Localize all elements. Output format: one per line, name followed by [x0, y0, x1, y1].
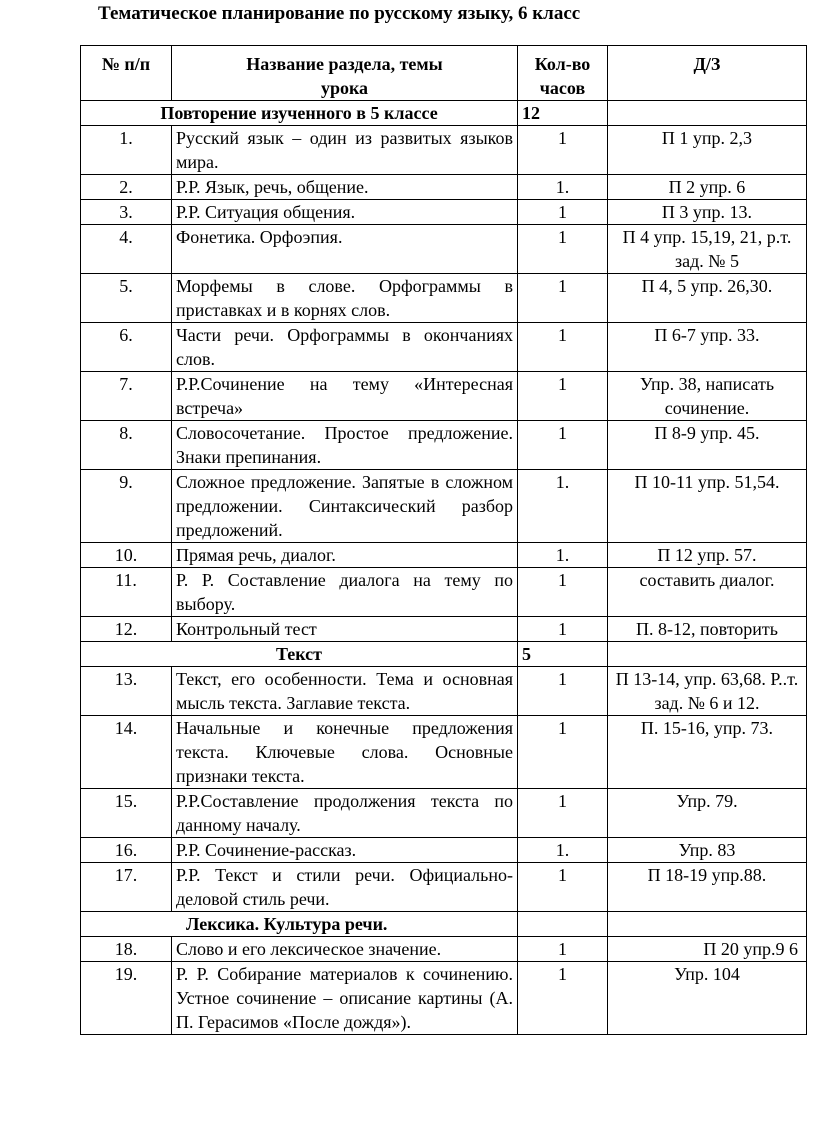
lesson-topic: Русский язык – один из развитых языков мира.: [172, 126, 518, 175]
table-row: [81, 716, 807, 789]
lesson-hours: 1: [518, 568, 608, 617]
lesson-topic: Р.Р. Сочинение-рассказ.: [172, 838, 518, 863]
table-row: [81, 421, 807, 470]
lesson-number: 16.: [81, 838, 172, 863]
lesson-hours: 1.: [518, 838, 608, 863]
lesson-number: 7.: [81, 372, 172, 421]
section-row: [81, 642, 807, 667]
lesson-hours: 1: [518, 372, 608, 421]
lesson-hours: 1: [518, 126, 608, 175]
table-row: [81, 323, 807, 372]
lesson-homework: П. 8-12, повторить: [608, 617, 807, 642]
planning-table: [80, 45, 807, 1035]
lesson-hours: 1: [518, 421, 608, 470]
lesson-homework: Упр. 104: [608, 962, 807, 1035]
lesson-topic: Р.Р. Ситуация общения.: [172, 200, 518, 225]
lesson-number: 5.: [81, 274, 172, 323]
lesson-topic: Начальные и конечные предложения текста. Ключевые слова. Основные признаки текста.: [172, 716, 518, 789]
table-row: [81, 470, 807, 543]
lesson-hours: 1: [518, 789, 608, 838]
lesson-hours: 1: [518, 274, 608, 323]
section-title: Повторение изученного в 5 классе: [81, 101, 518, 126]
col-header-hours: Кол-во часов: [518, 46, 608, 101]
lesson-number: 4.: [81, 225, 172, 274]
lesson-topic: Контрольный тест: [172, 617, 518, 642]
lesson-hours: 1: [518, 962, 608, 1035]
lesson-hours: 1: [518, 716, 608, 789]
lesson-hours: 1: [518, 225, 608, 274]
page-title: Тематическое планирование по русскому языку, 6 класс: [98, 3, 581, 24]
lesson-homework: составить диалог.: [608, 568, 807, 617]
table-row: [81, 543, 807, 568]
table-row: [81, 962, 807, 1035]
lesson-homework: П 13-14, упр. 63,68. Р..т. зад. № 6 и 12.: [608, 667, 807, 716]
table-row: [81, 863, 807, 912]
lesson-hours: 1.: [518, 470, 608, 543]
lesson-homework: П 20 упр.9 6: [608, 937, 807, 962]
lesson-hours: 1.: [518, 175, 608, 200]
section-homework-empty: [608, 912, 807, 937]
lesson-number: 17.: [81, 863, 172, 912]
lesson-homework: П. 15-16, упр. 73.: [608, 716, 807, 789]
lesson-number: 19.: [81, 962, 172, 1035]
lesson-hours: 1.: [518, 543, 608, 568]
lesson-topic: Р. Р. Собирание материалов к сочинению. Устное сочинение – описание картины (А. П. Герасимов «После дождя»).: [172, 962, 518, 1035]
table-row: [81, 838, 807, 863]
lesson-homework: П 3 упр. 13.: [608, 200, 807, 225]
lesson-homework: П 4, 5 упр. 26,30.: [608, 274, 807, 323]
lesson-number: 9.: [81, 470, 172, 543]
lesson-number: 3.: [81, 200, 172, 225]
lesson-number: 11.: [81, 568, 172, 617]
lesson-homework: П 18-19 упр.88.: [608, 863, 807, 912]
lesson-topic: Р.Р.Составление продолжения текста по данному началу.: [172, 789, 518, 838]
lesson-hours: 1: [518, 200, 608, 225]
lesson-number: 14.: [81, 716, 172, 789]
lesson-homework: П 1 упр. 2,3: [608, 126, 807, 175]
section-title: Лексика. Культура речи.: [81, 912, 518, 937]
lesson-topic: Части речи. Орфограммы в окончаниях слов.: [172, 323, 518, 372]
table-row: [81, 937, 807, 962]
lesson-homework: П 10-11 упр. 51,54.: [608, 470, 807, 543]
table-row: [81, 372, 807, 421]
lesson-homework: Упр. 83: [608, 838, 807, 863]
lesson-topic: Прямая речь, диалог.: [172, 543, 518, 568]
lesson-homework: П 12 упр. 57.: [608, 543, 807, 568]
lesson-homework: П 4 упр. 15,19, 21, р.т. зад. № 5: [608, 225, 807, 274]
lesson-topic: Морфемы в слове. Орфограммы в приставках и в корнях слов.: [172, 274, 518, 323]
table-header-row: [81, 46, 807, 101]
table-row: [81, 126, 807, 175]
table-row: [81, 789, 807, 838]
lesson-hours: 1: [518, 617, 608, 642]
lesson-hours: 1: [518, 667, 608, 716]
lesson-topic: Текст, его особенности. Тема и основная мысль текста. Заглавие текста.: [172, 667, 518, 716]
table-row: [81, 667, 807, 716]
table-row: [81, 617, 807, 642]
section-row: [81, 101, 807, 126]
table-row: [81, 225, 807, 274]
lesson-topic: Сложное предложение. Запятые в сложном предложении. Синтаксический разбор предложений.: [172, 470, 518, 543]
lesson-topic: Р. Р. Составление диалога на тему по выбору.: [172, 568, 518, 617]
lesson-number: 6.: [81, 323, 172, 372]
section-homework-empty: [608, 101, 807, 126]
table-row: [81, 200, 807, 225]
lesson-homework: П 6-7 упр. 33.: [608, 323, 807, 372]
col-header-homework: Д/З: [608, 46, 807, 101]
col-header-topic: Название раздела, темы урока: [172, 46, 518, 101]
lesson-topic: Слово и его лексическое значение.: [172, 937, 518, 962]
lesson-hours: 1: [518, 863, 608, 912]
table-body: [81, 101, 807, 1035]
table-row: [81, 568, 807, 617]
section-hours: 5: [518, 642, 608, 667]
section-hours: [518, 912, 608, 937]
col-header-num: № п/п: [81, 46, 172, 101]
table-row: [81, 175, 807, 200]
lesson-number: 1.: [81, 126, 172, 175]
lesson-number: 18.: [81, 937, 172, 962]
section-hours: 12: [518, 101, 608, 126]
lesson-number: 8.: [81, 421, 172, 470]
lesson-topic: Р.Р. Текст и стили речи. Официально-деловой стиль речи.: [172, 863, 518, 912]
lesson-homework: П 2 упр. 6: [608, 175, 807, 200]
lesson-topic: Р.Р. Язык, речь, общение.: [172, 175, 518, 200]
section-title: Текст: [81, 642, 518, 667]
lesson-topic: Р.Р.Сочинение на тему «Интересная встреча»: [172, 372, 518, 421]
lesson-hours: 1: [518, 937, 608, 962]
lesson-number: 15.: [81, 789, 172, 838]
lesson-topic: Словосочетание. Простое предложение. Знаки препинания.: [172, 421, 518, 470]
lesson-hours: 1: [518, 323, 608, 372]
lesson-number: 13.: [81, 667, 172, 716]
lesson-number: 2.: [81, 175, 172, 200]
section-homework-empty: [608, 642, 807, 667]
lesson-homework: Упр. 79.: [608, 789, 807, 838]
lesson-number: 10.: [81, 543, 172, 568]
lesson-topic: Фонетика. Орфоэпия.: [172, 225, 518, 274]
lesson-homework: Упр. 38, написать сочинение.: [608, 372, 807, 421]
section-row: [81, 912, 807, 937]
table-row: [81, 274, 807, 323]
lesson-homework: П 8-9 упр. 45.: [608, 421, 807, 470]
lesson-number: 12.: [81, 617, 172, 642]
